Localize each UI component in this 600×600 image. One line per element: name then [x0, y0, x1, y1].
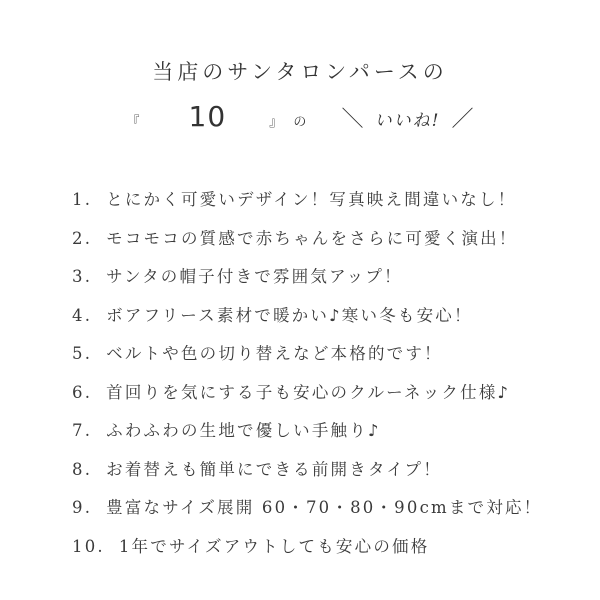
page-title: 当店のサンタロンパースの [152, 60, 448, 84]
list-item [72, 227, 592, 266]
item-number: 4. [72, 305, 93, 325]
list-item [72, 188, 592, 227]
item-text: 首回りを気にする子も安心のクルーネック仕様♪ [106, 382, 511, 402]
feature-list [72, 188, 592, 573]
item-number: 8. [72, 459, 93, 479]
list-item [72, 381, 592, 420]
list-item [72, 265, 592, 304]
item-number: 5. [72, 344, 93, 363]
particle-no: の [293, 115, 307, 130]
item-text: サンタの帽子付きで雰囲気アップ！ [106, 267, 403, 286]
item-number: 9. [72, 498, 93, 517]
item-text: 豊富なサイズ展開 60・70・80・90cmまで対応！ [106, 498, 543, 517]
item-text: モコモコの質感で赤ちゃんをさらに可愛く演出！ [106, 228, 518, 248]
list-item [72, 419, 592, 458]
item-number: 2. [72, 228, 93, 248]
item-number: 7. [72, 421, 93, 440]
item-text: 1年でサイズアウトしても安心の価格 [118, 536, 430, 556]
item-text: お着替えも簡単にできる前開きタイプ！ [106, 459, 442, 479]
list-item [72, 535, 592, 574]
slash-right: ／ [451, 107, 474, 132]
points-count: 10 [188, 100, 227, 133]
item-number: 1. [72, 190, 93, 209]
item-text: とにかく可愛いデザイン！写真映え間違いなし！ [106, 190, 517, 209]
list-item [72, 342, 592, 381]
likes-banner [0, 100, 600, 140]
iine-label: いいね! [374, 111, 441, 131]
list-item [72, 304, 592, 343]
item-text: ふわふわの生地で優しい手触り♪ [106, 421, 381, 440]
item-text: ベルトや色の切り替えなど本格的です！ [106, 344, 443, 363]
item-number: 6. [72, 382, 93, 402]
bracket-open: 『 [126, 115, 140, 130]
slash-left: ＼ [341, 107, 364, 132]
item-number: 3. [72, 267, 93, 286]
list-item [72, 496, 592, 535]
list-item [72, 458, 592, 497]
bracket-close: 』 [269, 115, 283, 130]
item-text: ボアフリース素材で暖かい♪寒い冬も安心！ [106, 305, 473, 325]
item-number: 10. [72, 536, 105, 556]
